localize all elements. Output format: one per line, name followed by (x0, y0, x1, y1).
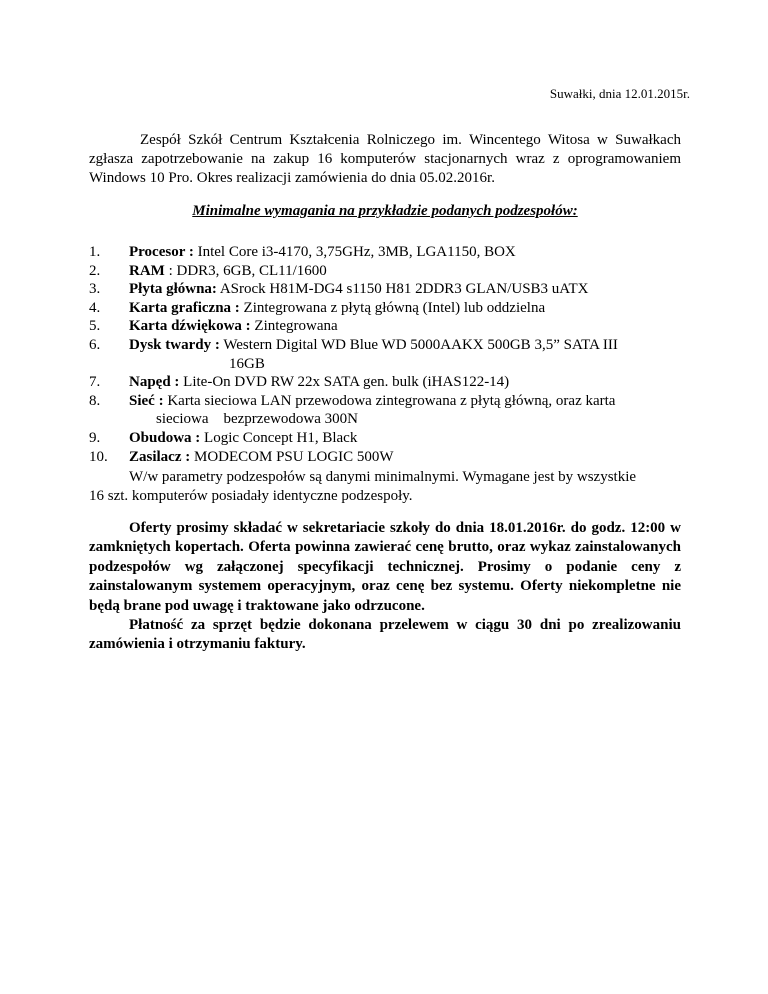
spec-item-psu (89, 448, 689, 467)
spec-item-sound (89, 317, 689, 336)
intro-paragraph (89, 131, 681, 188)
spec-value: : DDR3, 6GB, CL11/1600 (164, 262, 327, 279)
spec-label: Napęd : (129, 374, 180, 391)
spec-item-graphics (89, 299, 689, 318)
note-line-1: W/w parametry podzespołów są danymi minimalnymi. Wymagane jest by wszystkie (129, 469, 637, 485)
spec-item-processor (89, 243, 689, 262)
specs-list (89, 243, 689, 466)
spec-label: Karta graficzna : (129, 299, 240, 316)
spec-number: 10. (89, 448, 108, 465)
spec-number: 8. (89, 392, 101, 409)
spec-value: Intel Core i3-4170, 3,75GHz, 3MB, LGA1150, BOX (193, 244, 516, 260)
spec-item-ram (89, 262, 689, 281)
spec-value: MODECOM PSU LOGIC 500W (190, 448, 394, 465)
spec-label: Dysk twardy : (129, 336, 220, 353)
offer-paragraph: Oferty prosimy składać w sekretariacie szkoły do dnia 18.01.2016r. do godz. 12:00 w zamkniętych kopertach. Oferta powinna zawierać cenę brutto, oraz wykaz zainstalowanych podzespołów wg załączonej specyfikacji technicznej. Prosimy o podanie ceny z zainstalowanym systemem operacyjnym, oraz cenę bez systemu. Oferty niekompletne nie będą brane pod uwagę i traktowane jako odrzucone. (89, 520, 681, 614)
spec-item-motherboard (89, 280, 689, 299)
spec-label: Obudowa : (129, 429, 201, 446)
minimum-params-note (89, 468, 681, 505)
spec-label: RAM (129, 262, 165, 279)
spec-label: Karta dźwiękowa : (129, 318, 251, 335)
spec-value: Zintegrowana (250, 318, 338, 335)
document-date: Suwałki, dnia 12.01.2015r. (549, 86, 690, 101)
intro-line-1: Zespół Szkół Centrum Kształcenia Rolniczego im. Wincentego Witosa w Suwałkach (140, 132, 681, 148)
spec-value: Western Digital WD Blue WD 5000AAKX 500GB 3,5” SATA III (219, 336, 618, 353)
spec-value-continuation: sieciowa bezprzewodowa 300N (156, 411, 359, 428)
spec-number: 3. (89, 281, 101, 298)
spec-value-continuation: 16GB (229, 355, 265, 372)
note-line-2: 16 szt. komputerów posiadały identyczne podzespoły. (89, 487, 413, 504)
spec-value: Logic Concept H1, Black (200, 429, 358, 446)
spec-value: ASrock H81M-DG4 s1150 H81 2DDR3 GLAN/USB3 uATX (216, 281, 589, 298)
spec-number: 9. (89, 429, 101, 446)
spec-item-disk (89, 336, 689, 373)
spec-value: Lite-On DVD RW 22x SATA gen. bulk (iHAS122-14) (179, 374, 510, 391)
spec-number: 4. (89, 299, 101, 316)
spec-label: Zasilacz : (129, 448, 191, 465)
spec-number: 7. (89, 374, 101, 391)
requirements-heading: Minimalne wymagania na przykładzie podanych podzespołów: (192, 203, 578, 219)
spec-label: Sieć : (129, 392, 164, 409)
intro-rest: zgłasza zapotrzebowanie na zakup 16 komputerów stacjonarnych wraz z oprogramowaniem Windows 10 Pro. Okres realizacji zamówienia do dnia 05.02.2016r. (89, 151, 681, 186)
spec-item-network (89, 392, 689, 429)
spec-number: 6. (89, 336, 101, 353)
spec-label: Płyta główna: (129, 281, 217, 298)
spec-number: 1. (89, 244, 101, 260)
spec-number: 5. (89, 318, 101, 335)
spec-item-drive (89, 373, 689, 392)
offer-section (89, 519, 681, 655)
spec-value: Karta sieciowa LAN przewodowa zintegrowana z płytą główną, oraz karta (163, 392, 616, 409)
spec-item-case (89, 429, 689, 448)
spec-value: Zintegrowana z płytą główną (Intel) lub oddzielna (239, 299, 546, 316)
spec-number: 2. (89, 262, 101, 279)
spec-label: Procesor : (129, 244, 194, 260)
payment-paragraph: Płatność za sprzęt będzie dokonana przelewem w ciągu 30 dni po zrealizowaniu zamówienia i otrzymaniu faktury. (89, 617, 681, 653)
